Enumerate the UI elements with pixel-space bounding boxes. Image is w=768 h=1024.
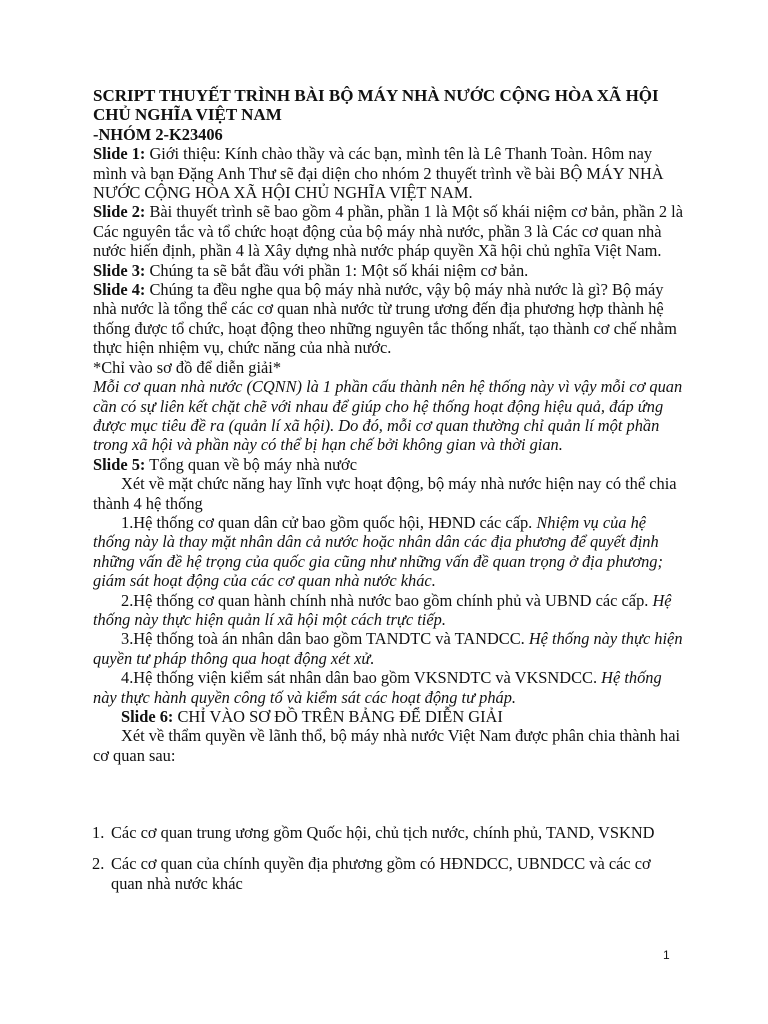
group-label: -NHÓM 2-K23406: [93, 124, 223, 144]
system-2-paragraph: [93, 591, 683, 630]
list-item-text: Các cơ quan trung ương gồm Quốc hội, chủ tịch nước, chính phủ, TAND, VSKND: [111, 823, 655, 842]
system-3-paragraph: [93, 629, 683, 668]
document-body: [93, 86, 683, 765]
system-4-text: 4.Hệ thống viện kiểm sát nhân dân bao gồm VKSNDTC và VKSNDCC.: [121, 668, 602, 688]
system-2-text: 2.Hệ thống cơ quan hành chính nhà nước bao gồm chính phủ và UBND các cấp.: [121, 590, 653, 610]
list-item: [62, 854, 682, 893]
system-3-text: 3.Hệ thống toà án nhân dân bao gồm TANDTC và TANDCC.: [121, 629, 529, 649]
slide-5-intro: Xét về mặt chức năng hay lĩnh vực hoạt động, bộ máy nhà nước hiện nay có thể chia thành 4 hệ thống: [93, 474, 677, 513]
page-number: 1: [663, 948, 670, 962]
slide-6-text: CHỈ VÀO SƠ ĐỒ TRÊN BẢNG ĐỂ DIỄN GIẢI: [173, 707, 503, 726]
numbered-list: [62, 823, 682, 893]
slide-1-paragraph: [93, 144, 683, 202]
slide-5-text: Tổng quan về bộ máy nhà nước: [145, 454, 357, 474]
system-2-italic: Hệ thống này thực hiện quản lí xã hội một cách trực tiếp.: [93, 590, 672, 629]
system-1-paragraph: [93, 513, 683, 591]
list-item-number: 2.: [92, 854, 105, 874]
slide-3-text: Chúng ta sẽ bắt đầu với phần 1: Một số khái niệm cơ bản.: [145, 260, 529, 280]
system-3-italic: Hệ thống này thực hiện quyền tư pháp thông qua hoạt động xét xử.: [93, 629, 683, 668]
system-4-italic: Hệ thống này thực hành quyền công tố và kiểm sát các hoạt động tư pháp.: [93, 668, 662, 707]
slide-6-paragraph: [93, 707, 683, 726]
slide-4-italic-text: Mỗi cơ quan nhà nước (CQNN) là 1 phần cấu thành nên hệ thống này vì vậy mỗi cơ quan cần có sự liên kết chặt chẽ với nhau để giúp cho hệ thống hoạt động hiệu quả, đáp ứng được mục tiêu đề ra (quản lí xã hội). Do đó, mỗi cơ quan thường chỉ quản lí một phần trong xã hội và phần này có thể bị hạn chế bởi không gian và thời gian.: [93, 377, 683, 455]
slide-5-label: Slide 5:: [93, 454, 146, 474]
system-1-italic: Nhiệm vụ của hệ thống này là thay mặt nhân dân cả nước hoặc nhân dân các địa phương để quyết định những vấn đề hệ trọng của quốc gia cũng như những vấn đề quan trọng ở địa phương; giám sát hoạt động của các cơ quan nhà nước khác.: [93, 512, 663, 591]
system-1-text: 1.Hệ thống cơ quan dân cử bao gồm quốc hội, HĐND các cấp.: [121, 512, 537, 532]
list-item-text: Các cơ quan của chính quyền địa phương gồm có HĐNDCC, UBNDCC và các cơ quan nhà nước khác: [111, 854, 651, 893]
slide-5-paragraph: [93, 455, 683, 474]
slide-4-note: *Chỉ vào sơ đồ để diễn giải*: [93, 357, 282, 377]
document-title: SCRIPT THUYẾT TRÌNH BÀI BỘ MÁY NHÀ NƯỚC CỘNG HÒA XÃ HỘI CHỦ NGHĨA VIỆT NAM: [93, 86, 659, 125]
slide-2-paragraph: [93, 202, 683, 260]
slide-1-label: Slide 1:: [93, 144, 146, 164]
list-item-number: 1.: [92, 823, 105, 842]
system-4-paragraph: [93, 668, 683, 707]
slide-4-text: Chúng ta đều nghe qua bộ máy nhà nước, vậy bộ máy nhà nước là gì? Bộ máy nhà nước là tổng thể các cơ quan nhà nước từ trung ương đến địa phương hợp thành hệ thống được tổ chức, hoạt động theo những nguyên tắc thống nhất, tạo thành cơ chế nhằm thực hiện nhiệm vụ, chức năng của nhà nước.: [93, 280, 677, 358]
slide-4-label: Slide 4:: [93, 280, 146, 300]
slide-2-label: Slide 2:: [93, 202, 146, 222]
list-item: [62, 823, 682, 842]
slide-6-intro: Xét về thẩm quyền về lãnh thổ, bộ máy nhà nước Việt Nam được phân chia thành hai cơ quan sau:: [93, 726, 681, 765]
slide-6-label: Slide 6:: [121, 707, 174, 726]
slide-2-text: Bài thuyết trình sẽ bao gồm 4 phần, phần 1 là Một số khái niệm cơ bản, phần 2 là Các nguyên tắc và tổ chức hoạt động của bộ máy nhà nước, phần 3 là Các cơ quan nhà nước hiến định, phần 4 là Xây dựng nhà nước pháp quyền Xã hội chủ nghĩa Việt Nam.: [93, 202, 683, 261]
slide-3-label: Slide 3:: [93, 260, 146, 280]
slide-3-paragraph: [93, 261, 683, 280]
numbered-list-container: [62, 823, 682, 893]
slide-1-text: Giới thiệu: Kính chào thầy và các bạn, mình tên là Lê Thanh Toàn. Hôm nay mình và bạn Đặng Anh Thư sẽ đại diện cho nhóm 2 thuyết trình về bài BỘ MÁY NHÀ NƯỚC CỘNG HÒA XÃ HỘI CHỦ NGHĨA VIỆT NAM.: [93, 144, 664, 203]
slide-4-paragraph: [93, 280, 683, 358]
